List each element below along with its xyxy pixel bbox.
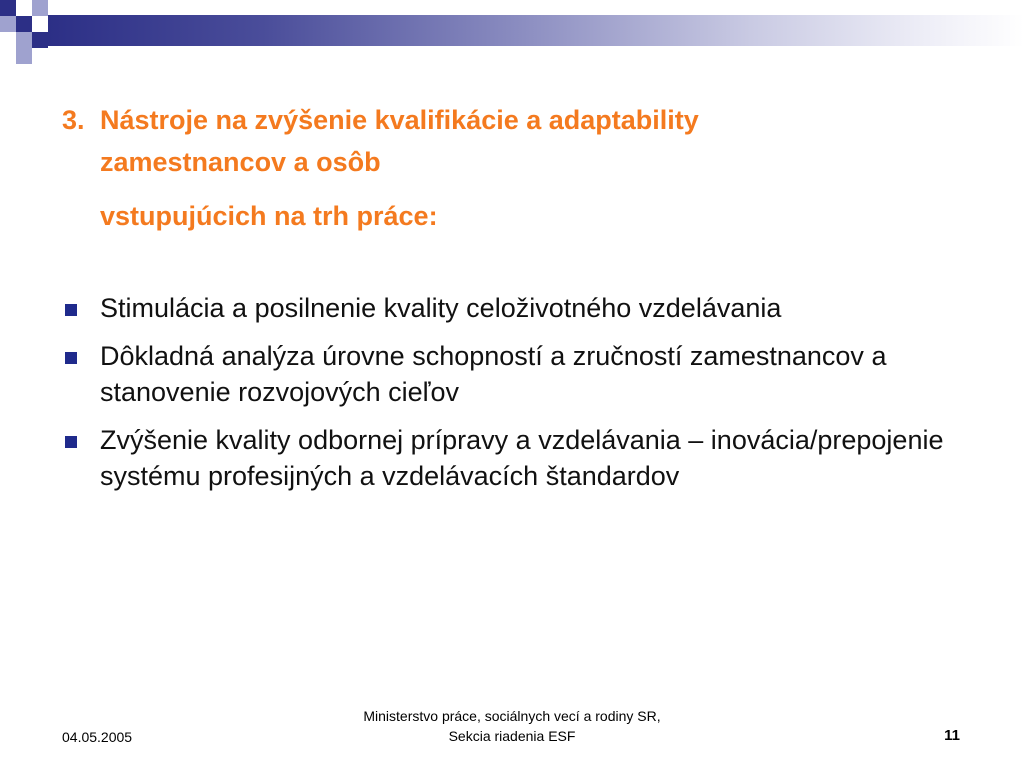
deco-square xyxy=(16,16,32,32)
bullet-text: Zvýšenie kvality odbornej prípravy a vzdelávania – inovácia/prepojenie systému profesijných a vzdelávacích štandardov xyxy=(100,425,944,491)
slide-number: 11 xyxy=(944,727,960,744)
header-gradient-bar xyxy=(48,15,1024,46)
bullet-text: Stimulácia a posilnenie kvality celoživotného vzdelávania xyxy=(100,293,782,323)
bullet-item xyxy=(62,338,1002,410)
deco-square xyxy=(16,32,32,48)
title-line-1: Nástroje na zvýšenie kvalifikácie a adaptability xyxy=(100,105,699,135)
square-bullet-icon xyxy=(65,352,77,364)
bullet-text: Dôkladná analýza úrovne schopností a zručností zamestnancov a stanovenie rozvojových cieľov xyxy=(100,341,887,407)
deco-square xyxy=(0,16,16,32)
deco-square xyxy=(0,0,16,16)
square-bullet-icon xyxy=(65,304,77,316)
bullet-item xyxy=(62,422,1002,494)
deco-square xyxy=(16,0,32,16)
bullet-list xyxy=(62,290,1002,506)
bullet-item xyxy=(62,290,1002,326)
deco-square xyxy=(16,48,32,64)
deco-square xyxy=(32,0,48,16)
title-line-2: zamestnancov a osôb xyxy=(100,147,381,177)
footer-organization: Ministerstvo práce, sociálnych vecí a rodiny SR, Sekcia riadenia ESF xyxy=(363,708,661,744)
title-number: 3. xyxy=(62,105,85,135)
title-line-3: vstupujúcich na trh práce: xyxy=(100,201,438,231)
footer-date: 04.05.2005 xyxy=(62,729,133,745)
square-bullet-icon xyxy=(65,436,77,448)
deco-square xyxy=(32,16,48,32)
deco-square xyxy=(0,32,16,48)
deco-square xyxy=(32,32,48,48)
